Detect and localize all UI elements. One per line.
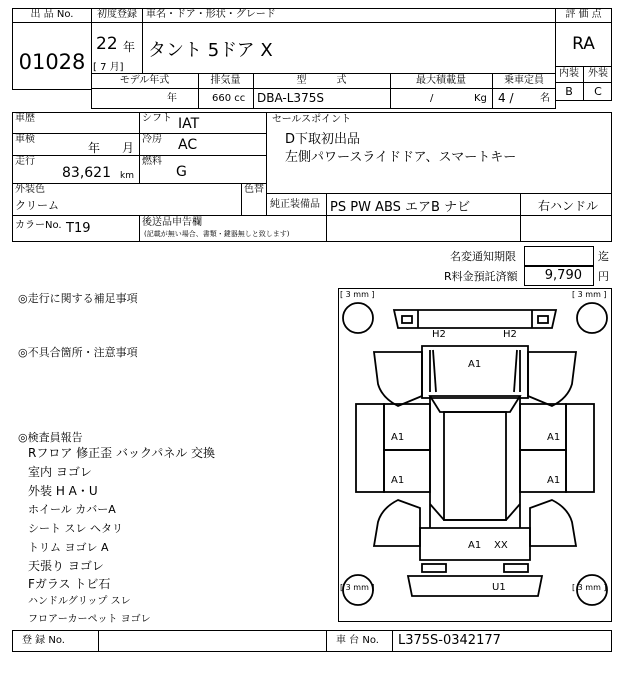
run-notes-label: ◎走行に関する補足事項: [18, 292, 138, 305]
report-line: 外装 H A・U: [28, 484, 98, 498]
tire-label-rl: [ 3 mm ]: [340, 583, 375, 592]
report-line: フロアーカーペット ヨゴレ: [28, 614, 151, 625]
mark-xx-rear: XX: [494, 540, 508, 551]
mark-h2-right: H2: [503, 329, 517, 340]
max-load-slash: /: [430, 93, 434, 104]
chassis-label: 車 台 No.: [336, 635, 379, 646]
model-label: 車名・ドア・形状・グレード: [146, 9, 276, 20]
name-change-unit: 迄: [598, 250, 609, 263]
ext-color-label: 外装色: [15, 184, 45, 195]
report-line: シート スレ ヘタリ: [28, 522, 123, 535]
interior-grade: B: [565, 85, 573, 98]
report-line: トリム ヨゴレ A: [28, 541, 109, 554]
capacity-label: 乗車定員: [504, 75, 544, 86]
mark-a1-front-left: A1: [391, 432, 405, 443]
mark-a1-hood: A1: [468, 359, 482, 370]
equipment-extra-box: [326, 215, 612, 242]
color-no: T19: [66, 221, 91, 236]
year-unit: 年: [123, 40, 136, 54]
tire-label-fr: [ 3 mm ]: [572, 290, 607, 299]
mark-u1-bumper: U1: [492, 582, 506, 593]
ext-color: クリーム: [15, 199, 59, 212]
report-line: 室内 ヨゴレ: [28, 465, 92, 479]
exterior-grade: C: [594, 85, 602, 98]
report-line: Fガラス トビ石: [28, 577, 111, 591]
max-load-unit: Kg: [474, 93, 487, 104]
inspection-month: 月: [122, 141, 135, 155]
report-line: ハンドルグリップ スレ: [28, 596, 131, 607]
shift-label: シフト: [142, 113, 172, 124]
recycle-amount: 9,790: [544, 268, 582, 283]
fuel-label: 燃料: [142, 156, 162, 167]
post-reg-label: 後送品申告欄: [142, 217, 202, 228]
displacement: 660 cc: [212, 93, 246, 104]
fuel: G: [176, 164, 187, 180]
first-reg-month: [ 7 月]: [93, 62, 124, 73]
lot-no: 01028: [18, 50, 86, 74]
model-name: タント 5ドア X: [148, 40, 273, 61]
mark-a1-rear-right: A1: [547, 475, 561, 486]
report-line: ホイール カバーA: [28, 503, 116, 516]
type-label: 型 式: [296, 75, 347, 86]
model-year-label: モデル年式: [119, 75, 170, 86]
score: RA: [572, 34, 595, 54]
chassis-no: L375S-0342177: [398, 633, 501, 648]
inspection-year: 年: [88, 141, 101, 155]
shift: IAT: [178, 116, 200, 132]
mileage: 83,621: [62, 165, 111, 181]
history-label: 車歴: [15, 113, 35, 124]
tire-label-fl: [ 3 mm ]: [340, 290, 375, 299]
color-no-label: カラーNo.: [15, 220, 62, 231]
capacity: 4 /: [498, 91, 514, 105]
first-reg-label: 初度登録: [97, 9, 137, 20]
mileage-unit: km: [120, 171, 134, 181]
ac-label: 冷房: [142, 134, 162, 145]
mark-a1-front-right: A1: [547, 432, 561, 443]
color-change-label: 色替: [244, 184, 264, 195]
mark-h2-left: H2: [432, 329, 446, 340]
mark-a1-rear-left: A1: [391, 475, 405, 486]
exterior-label: 外装: [588, 68, 608, 79]
reg-no-label: 登 録 No.: [22, 635, 65, 646]
name-change-label: 名変通知期限: [450, 250, 516, 263]
recycle-unit: 円: [598, 270, 609, 283]
vehicle-diagram: [338, 288, 612, 622]
first-reg-year: 22: [96, 34, 118, 54]
report-line: Rフロア 修正歪 バックパネル 交換: [28, 446, 216, 460]
sales-label: セールスポイント: [272, 114, 352, 125]
mileage-label: 走行: [15, 156, 35, 167]
post-reg-note: (記載が無い場合、書類・鍵器無しと致します): [144, 230, 290, 238]
ac: AC: [178, 137, 198, 153]
name-change-box: [524, 246, 594, 266]
capacity-unit: 名: [540, 93, 550, 104]
steering: 右ハンドル: [538, 199, 599, 213]
max-load-label: 最大積載量: [416, 75, 466, 86]
equipment-label: 純正装備品: [270, 199, 320, 210]
sales-line1: D下取初出品: [285, 132, 361, 147]
tire-label-rr: [ 3 mm ]: [572, 583, 607, 592]
report-line: 天張り ヨゴレ: [28, 559, 104, 573]
score-label: 評 価 点: [565, 9, 602, 20]
sales-line2: 左側パワースライドドア、スマートキー: [285, 150, 517, 165]
lot-no-label: 出 品 No.: [30, 9, 74, 20]
recycle-label: R料金預託済額: [444, 270, 518, 283]
interior-label: 内装: [559, 68, 579, 79]
model-year-unit: 年: [167, 93, 177, 104]
inspector-label: ◎検査員報告: [18, 431, 83, 444]
inspection-label: 車検: [15, 134, 35, 145]
equipment-items: PS PW ABS エアB ナビ: [330, 200, 471, 215]
mark-a1-rear: A1: [468, 540, 482, 551]
displacement-label: 排気量: [210, 75, 241, 86]
defects-label: ◎不具合箇所・注意事項: [18, 346, 138, 359]
type: DBA-L375S: [257, 91, 324, 105]
